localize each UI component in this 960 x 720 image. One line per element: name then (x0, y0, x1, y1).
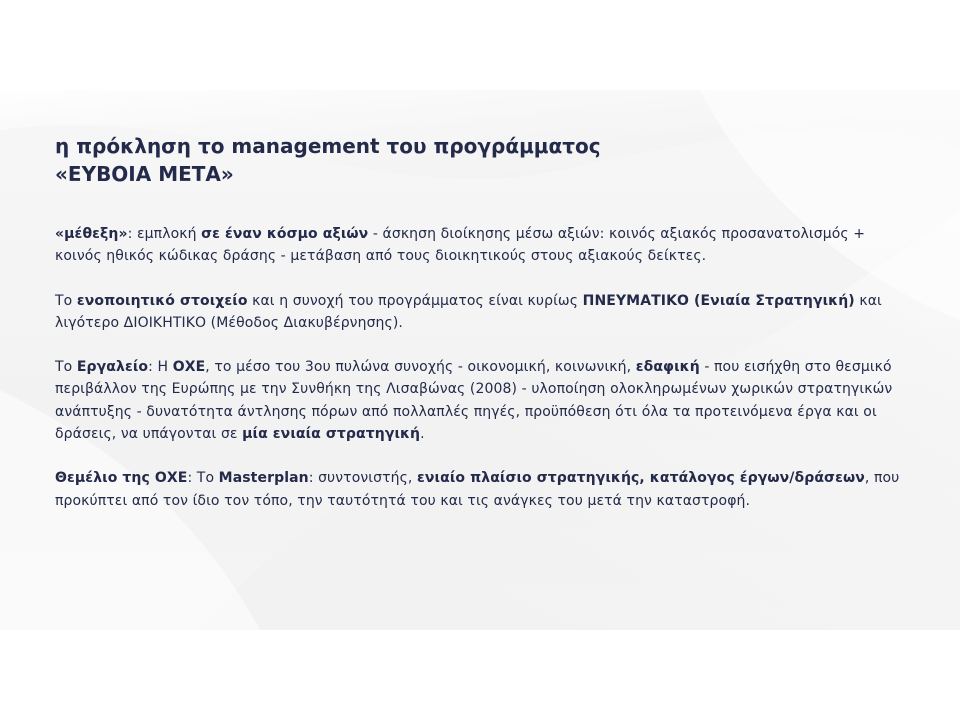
title-line-2: «ΕΥΒΟΙΑ ΜΕΤΑ» (55, 162, 234, 186)
body-text: , το μέσο του 3ου πυλώνα συνοχής - οικονομική, κοινωνική, (205, 359, 636, 376)
paragraph-methexi (55, 223, 905, 268)
slide (0, 90, 960, 630)
body-text: Το (55, 292, 77, 309)
emphasis-text: «μέθεξη» (55, 226, 128, 242)
body-text: . (420, 426, 425, 443)
body-text: : Το (187, 470, 219, 487)
emphasis-text: ΠΝΕΥΜΑΤΙΚΟ (Ενιαία Στρατηγική) (582, 292, 855, 309)
title-line-1: η πρόκληση το management του προγράμματος (55, 134, 601, 158)
slide-body (55, 223, 905, 534)
body-text: - που εισήχθη στο θεσμικό περιβάλλον της Ευρώπης με την Συνθήκη της Λισαβώνας (2008) - υλοποίηση ολοκληρωμένων χωρικών στρατηγικών ανάπτυξης - δυνατότητα άντλησης πόρων από πολλαπλές πηγές, προϋπόθεση ότι όλα τα προτεινόμενα έργα και οι δράσεις, να υπάγονται σε (55, 359, 893, 443)
paragraph-foundation-masterplan (55, 467, 905, 512)
emphasis-text: ΟΧΕ (172, 359, 206, 376)
body-text: - άσκηση διοίκησης μέσω αξιών: κοινός αξιακός προσανατολισμός + κοινός ηθικός κώδικας δράσης - μετάβαση από τους διοικητικούς στους αξιακούς δείκτες. (55, 226, 866, 265)
emphasis-text: Εργαλείο (76, 359, 149, 376)
emphasis-text: ενιαίο πλαίσιο στρατηγικής, κατάλογος έργων/δράσεων (417, 470, 865, 487)
body-text: : Η (148, 359, 173, 376)
paragraph-unifying-element (55, 290, 905, 335)
body-text: Το (55, 359, 77, 376)
emphasis-text: Θεμέλιο της ΟΧΕ (55, 470, 188, 487)
slide-title (55, 132, 915, 188)
emphasis-text: Masterplan (218, 470, 309, 487)
paragraph-tool-oxe (55, 356, 905, 445)
body-text: και λιγότερο ΔΙΟΙΚΗΤΙΚΟ (Μέθοδος Διακυβέρνησης). (55, 292, 882, 331)
emphasis-text: ενοποιητικό στοιχείο (76, 292, 248, 309)
body-text: , που προκύπτει από τον ίδιο τον τόπο, την ταυτότητά του και τις ανάγκες του μετά την καταστροφή. (55, 470, 900, 509)
emphasis-text: μία ενιαία στρατηγική (242, 426, 421, 443)
body-text: : συντονιστής, (308, 470, 418, 487)
emphasis-text: εδαφική (635, 359, 700, 376)
body-text: : εμπλοκή (127, 226, 202, 242)
emphasis-text: σε έναν κόσμο αξιών (201, 226, 369, 242)
body-text: και η συνοχή του προγράμματος είναι κυρίως (247, 292, 583, 309)
